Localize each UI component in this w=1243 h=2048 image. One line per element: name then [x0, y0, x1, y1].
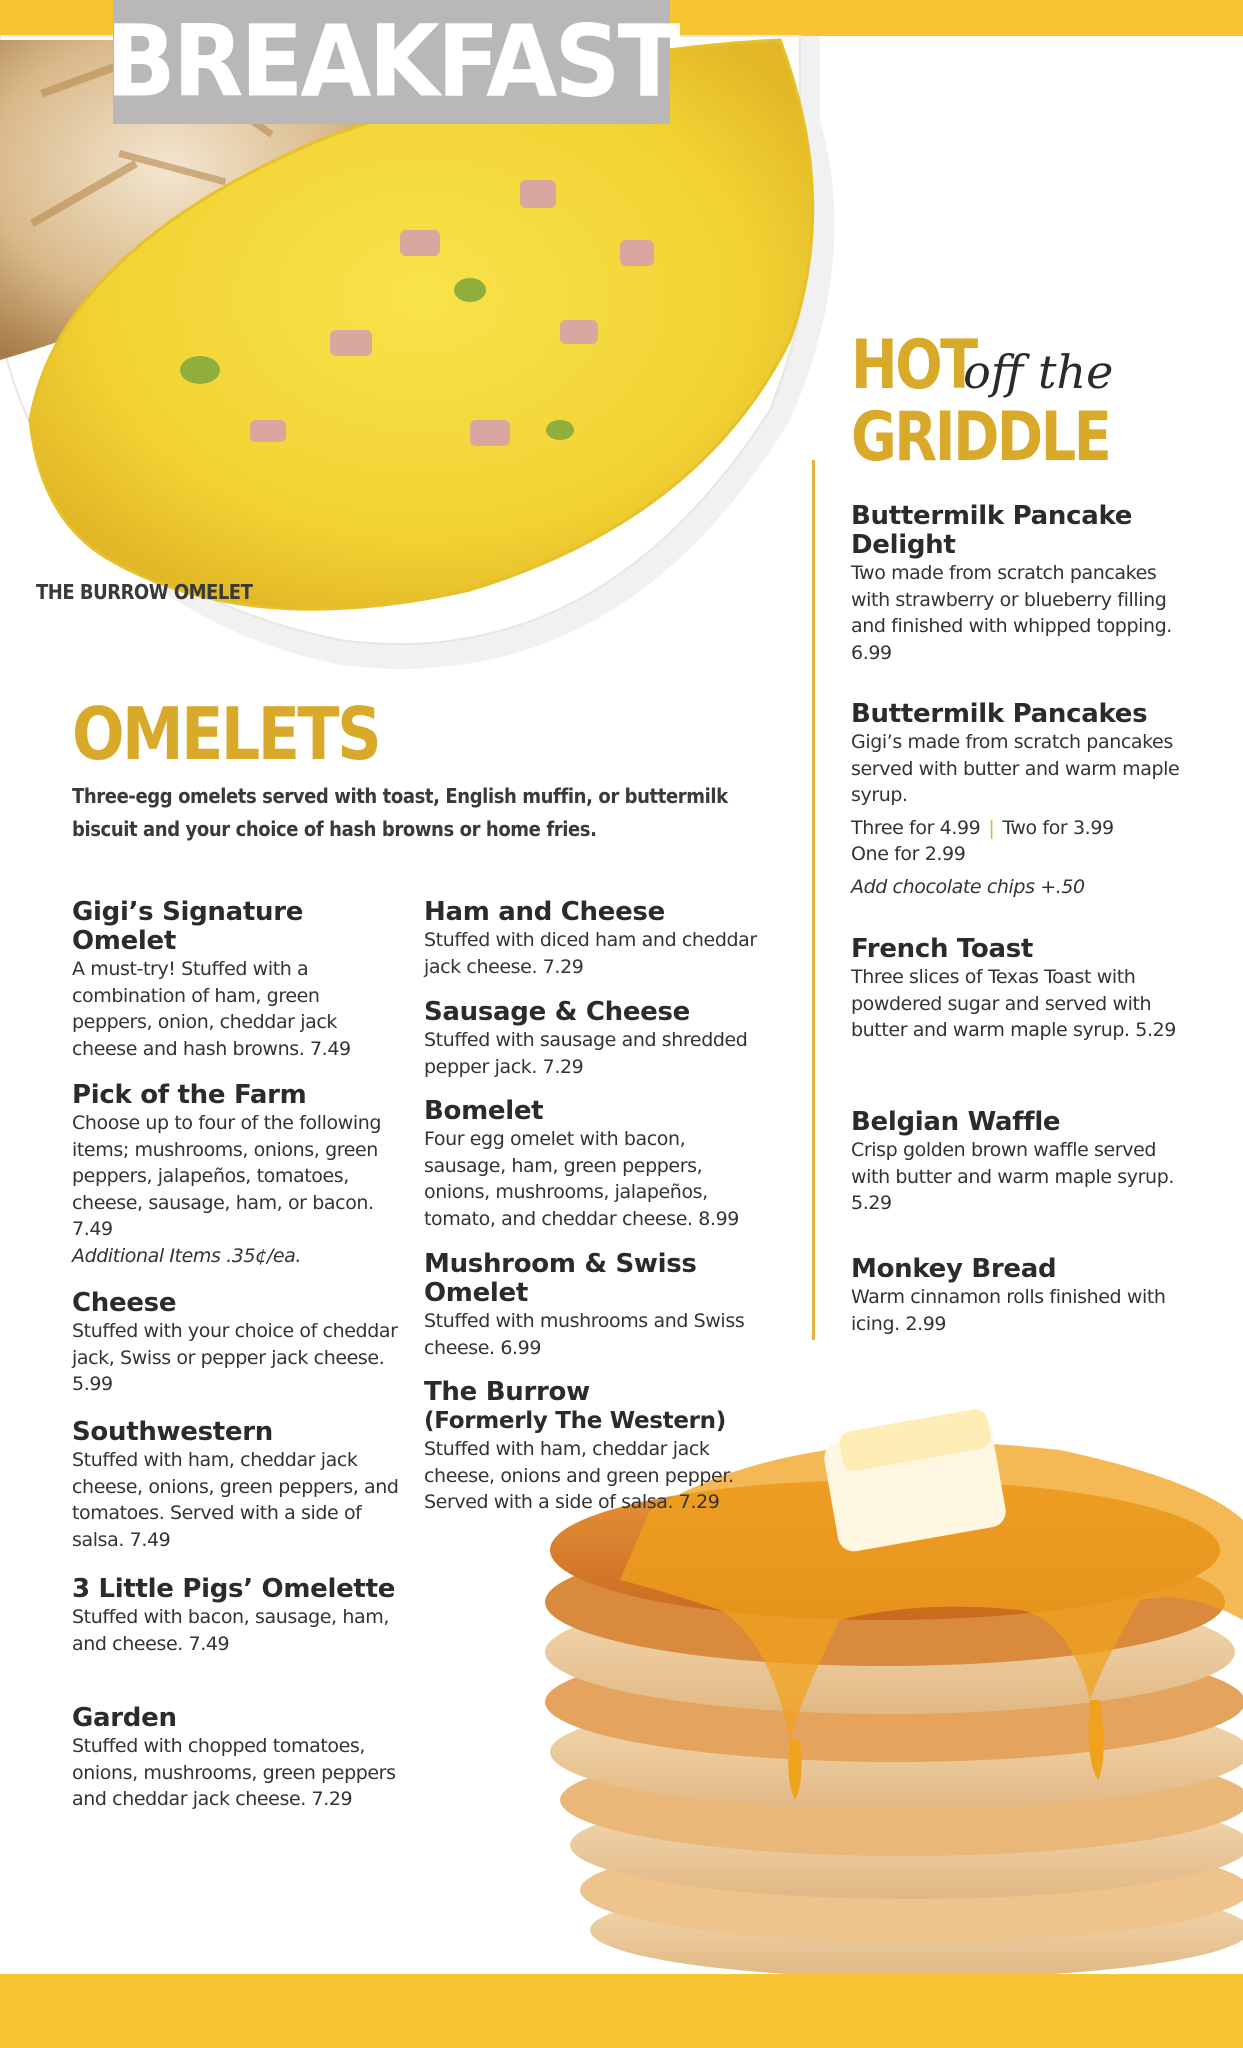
menu-item-description: Four egg omelet with bacon, sausage, ham, green peppers, onions, mushrooms, jalapeños, tomato, and cheddar cheese. 8.99 [424, 1128, 739, 1230]
menu-item [851, 502, 1181, 666]
menu-item-name: Gigi’s Signature Omelet [72, 897, 304, 956]
header-banner [105, 0, 678, 124]
menu-item [424, 998, 760, 1080]
menu-item [851, 1255, 1181, 1337]
menu-item [72, 1575, 402, 1657]
menu-item-description: Stuffed with chopped tomatoes, onions, mushrooms, green peppers and cheddar jack cheese. 7.29 [72, 1735, 396, 1810]
menu-item [851, 935, 1181, 1044]
page-title: BREAKFAST [105, 3, 678, 120]
menu-item-description: Stuffed with bacon, sausage, ham, and cheese. 7.49 [72, 1606, 389, 1655]
photo-caption: THE BURROW OMELET [36, 580, 253, 604]
menu-item-name: 3 Little Pigs’ Omelette [72, 1574, 396, 1604]
menu-item-description: Gigi’s made from scratch pancakes served with butter and warm maple syrup. [851, 731, 1180, 806]
price-one: One for 2.99 [851, 843, 966, 865]
menu-item [851, 700, 1181, 900]
menu-item-name: Southwestern [72, 1417, 273, 1447]
menu-item-name: Cheese [72, 1288, 177, 1318]
price-three: Three for 4.99 [851, 816, 981, 839]
price-separator: | [988, 816, 995, 839]
menu-item [851, 1108, 1181, 1217]
menu-item [72, 1289, 402, 1398]
menu-item-name: French Toast [851, 934, 1034, 964]
menu-item-name: Belgian Waffle [851, 1107, 1061, 1137]
omelets-section-title: OMELETS [72, 692, 380, 776]
menu-item-name-main: The Burrow [424, 1377, 590, 1407]
menu-item-name: Bomelet [424, 1096, 544, 1126]
menu-item-description: Stuffed with ham, cheddar jack cheese, onions, green peppers, and tomatoes. Served with a side of salsa. 7.49 [72, 1449, 399, 1551]
menu-item-note: Additional Items .35¢/ea. [72, 1244, 302, 1267]
menu-item [424, 1250, 760, 1361]
menu-item-description: Stuffed with mushrooms and Swiss cheese. 6.99 [424, 1310, 745, 1359]
menu-item [424, 898, 760, 980]
menu-item-note: Add chocolate chips +.50 [851, 875, 1085, 898]
menu-item-description: Crisp golden brown waffle served with butter and warm maple syrup. 5.29 [851, 1139, 1175, 1214]
omelets-section-subtitle: Three-egg omelets served with toast, English muffin, or buttermilk biscuit and your choice of hash browns or home fries. [72, 784, 728, 841]
menu-item [72, 1418, 402, 1553]
price-two: Two for 3.99 [1002, 816, 1114, 839]
menu-item-description: Stuffed with ham, cheddar jack cheese, onions and green pepper. Served with a side of salsa. 7.29 [424, 1438, 734, 1513]
griddle-title-hot: HOT [851, 326, 976, 405]
menu-item-description: Stuffed with sausage and shredded pepper jack. 7.29 [424, 1029, 748, 1078]
menu-item-name [424, 1378, 760, 1436]
menu-item-name: Pick of the Farm [72, 1080, 307, 1110]
griddle-section-title [851, 326, 1166, 477]
menu-item-prices [851, 815, 1181, 842]
menu-item-description: Warm cinnamon rolls finished with icing. 2.99 [851, 1286, 1166, 1335]
menu-item [72, 1081, 402, 1269]
menu-item-name: Monkey Bread [851, 1254, 1057, 1284]
menu-item-description: Two made from scratch pancakes with strawberry or blueberry filling and finished with whipped topping. 6.99 [851, 562, 1172, 664]
griddle-title-script: off the [963, 345, 1114, 399]
menu-item-name: Buttermilk Pancakes [851, 699, 1148, 729]
menu-item-description: A must-try! Stuffed with a combination of ham, green peppers, onion, cheddar jack cheese and hash browns. 7.49 [72, 958, 351, 1060]
menu-item [72, 898, 402, 1062]
column-divider [812, 460, 815, 1340]
menu-item [72, 1704, 402, 1813]
griddle-title-griddle: GRIDDLE [851, 398, 1110, 477]
menu-item [424, 1097, 760, 1232]
menu-item-description: Stuffed with your choice of cheddar jack, Swiss or pepper jack cheese. 5.99 [72, 1320, 398, 1395]
menu-item-name: Buttermilk Pancake Delight [851, 501, 1133, 560]
menu-item-subname: (Formerly The Western) [424, 1408, 726, 1434]
menu-item-name: Sausage & Cheese [424, 997, 690, 1027]
menu-item-name: Garden [72, 1703, 177, 1733]
menu-item-description: Stuffed with diced ham and cheddar jack cheese. 7.29 [424, 929, 757, 978]
bottom-accent-bar [0, 1974, 1243, 2048]
menu-item [424, 1378, 760, 1516]
menu-item-name: Ham and Cheese [424, 897, 665, 927]
menu-item-name: Mushroom & Swiss Omelet [424, 1249, 697, 1308]
menu-item-description: Choose up to four of the following items; mushrooms, onions, green peppers, jalapeños, tomatoes, cheese, sausage, ham, or bacon. 7.49 [72, 1112, 382, 1240]
menu-item-description: Three slices of Texas Toast with powdered sugar and served with butter and warm maple syrup. 5.29 [851, 966, 1176, 1041]
